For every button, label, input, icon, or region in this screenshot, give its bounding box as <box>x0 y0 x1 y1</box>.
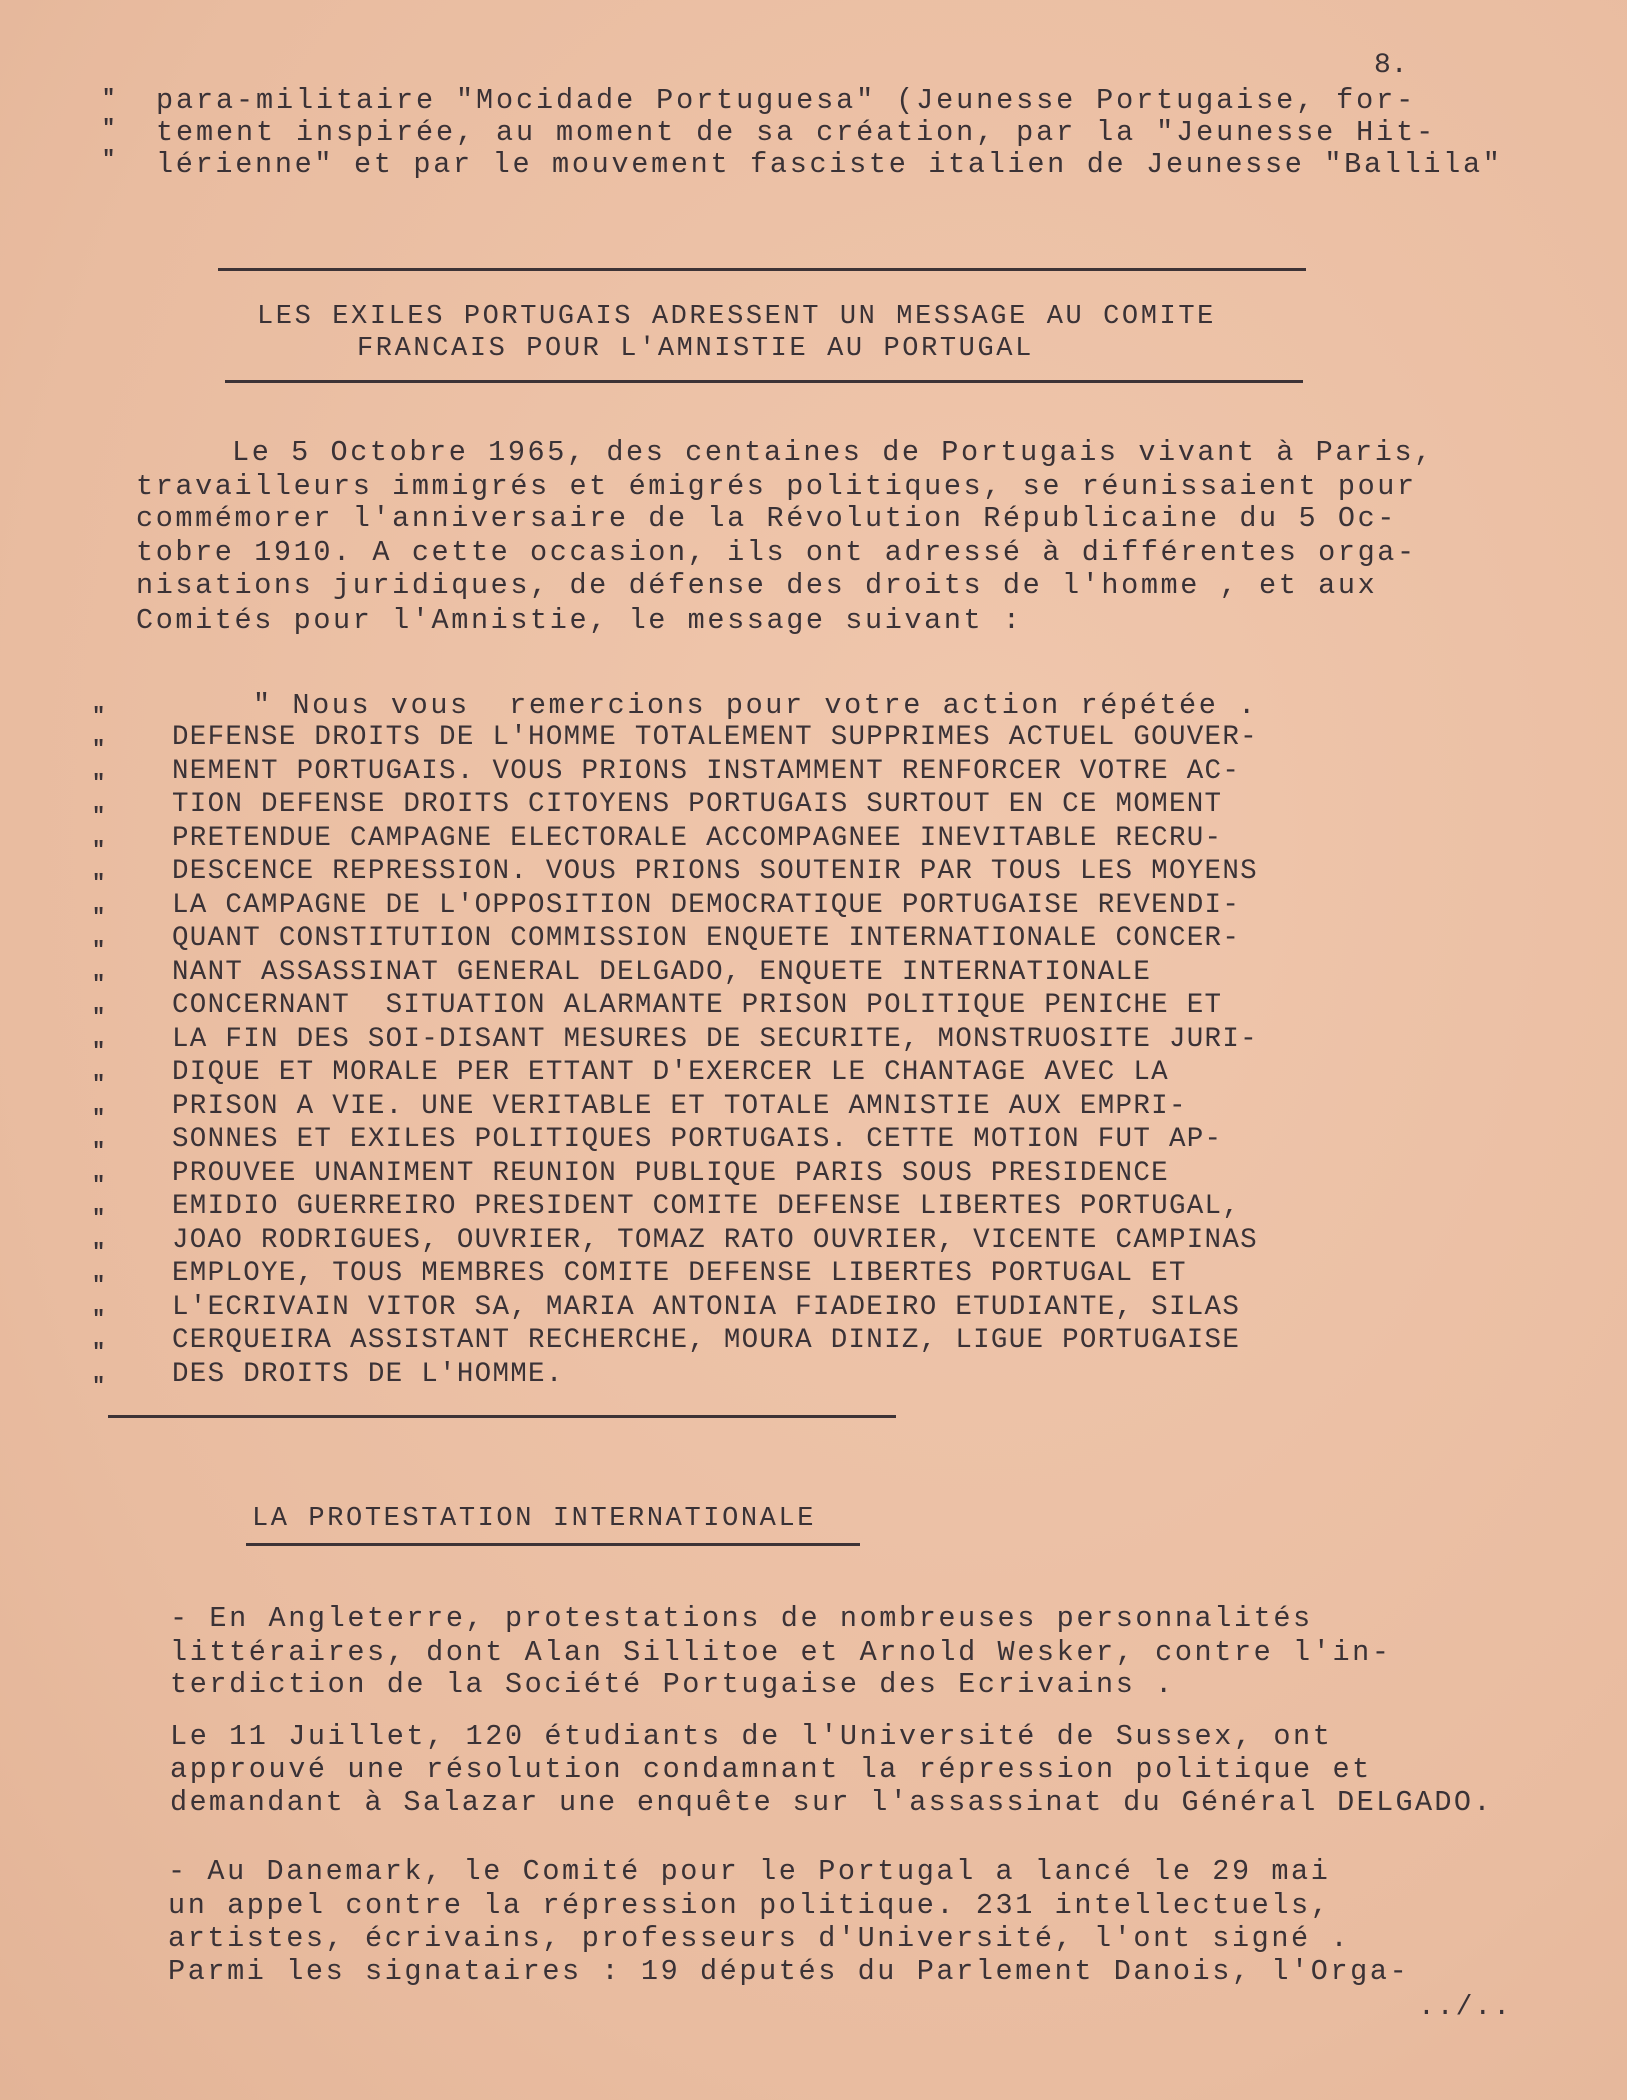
quote-mark: " <box>92 905 106 930</box>
intro-line: travailleurs immigrés et émigrés politiques, se réunissaient pour <box>136 470 1417 503</box>
quote-mark: " <box>92 1374 106 1399</box>
para2-line: demandant à Salazar une enquête sur l'assassinat du Général DELGADO. <box>170 1786 1493 1819</box>
message-line: EMIDIO GUERREIRO PRESIDENT COMITE DEFENSE LIBERTES PORTUGAL, <box>172 1191 1241 1222</box>
message-line: PRETENDUE CAMPAGNE ELECTORALE ACCOMPAGNEE INEVITABLE RECRU- <box>172 823 1223 854</box>
message-line: CONCERNANT SITUATION ALARMANTE PRISON POLITIQUE PENICHE ET <box>172 990 1223 1021</box>
message-line: LA CAMPAGNE DE L'OPPOSITION DEMOCRATIQUE PORTUGAISE REVENDI- <box>172 890 1241 921</box>
quote-mark: " <box>92 972 106 997</box>
quote-mark: " <box>92 771 106 796</box>
para3-line: - Au Danemark, le Comité pour le Portugal a lancé le 29 mai <box>168 1855 1331 1888</box>
message-line: NEMENT PORTUGAIS. VOUS PRIONS INSTAMMENT RENFORCER VOTRE AC- <box>172 756 1241 787</box>
quote-mark: " <box>92 1139 106 1164</box>
top-line-3: lérienne" et par le mouvement fasciste italien de Jeunesse "Ballila" <box>156 148 1503 181</box>
quote-mark: " <box>92 871 106 896</box>
para1-line: - En Angleterre, protestations de nombreuses personnalités <box>170 1602 1313 1635</box>
quote-mark: " <box>92 1173 106 1198</box>
message-line: CERQUEIRA ASSISTANT RECHERCHE, MOURA DINIZ, LIGUE PORTUGAISE <box>172 1325 1241 1356</box>
section1-title-line1: LES EXILES PORTUGAIS ADRESSENT UN MESSAGE AU COMITE <box>257 302 1216 332</box>
message-line: PRISON A VIE. UNE VERITABLE ET TOTALE AMNISTIE AUX EMPRI- <box>172 1091 1187 1122</box>
quote-mark: " <box>92 704 106 729</box>
quote-mark: " <box>92 1206 106 1231</box>
message-line: EMPLOYE, TOUS MEMBRES COMITE DEFENSE LIBERTES PORTUGAL ET <box>172 1258 1187 1289</box>
quote-mark: " <box>92 838 106 863</box>
message-line: JOAO RODRIGUES, OUVRIER, TOMAZ RATO OUVRIER, VICENTE CAMPINAS <box>172 1225 1258 1256</box>
intro-line: tobre 1910. A cette occasion, ils ont adressé à différentes orga- <box>136 536 1417 569</box>
para3-line: artistes, écrivains, professeurs d'Université, l'ont signé . <box>168 1922 1351 1955</box>
message-line: DES DROITS DE L'HOMME. <box>172 1359 564 1390</box>
section2-title-underline <box>246 1543 860 1546</box>
quote-mark: " <box>92 1340 106 1365</box>
quote-mark: " <box>102 116 116 141</box>
intro-line: commémorer l'anniversaire de la Révolution Républicaine du 5 Oc- <box>136 502 1397 535</box>
intro-line: Le 5 Octobre 1965, des centaines de Portugais vivant à Paris, <box>232 436 1434 469</box>
para2-line: Le 11 Juillet, 120 étudiants de l'Université de Sussex, ont <box>170 1720 1333 1753</box>
para3-line: Parmi les signataires : 19 députés du Parlement Danois, l'Orga- <box>168 1955 1410 1988</box>
quote-mark: " <box>92 1273 106 1298</box>
continuation-mark: ../.. <box>1418 1992 1513 2023</box>
intro-line: nisations juridiques, de défense des droits de l'homme , et aux <box>136 569 1378 602</box>
message-line: SONNES ET EXILES POLITIQUES PORTUGAIS. CETTE MOTION FUT AP- <box>172 1124 1223 1155</box>
quote-mark: " <box>92 1106 106 1131</box>
quote-mark: " <box>92 1307 106 1332</box>
quote-mark: " <box>92 1072 106 1097</box>
quote-mark: " <box>92 737 106 762</box>
intro-line: Comités pour l'Amnistie, le message suivant : <box>136 604 1023 637</box>
quote-mark: " <box>92 1039 106 1064</box>
page-number: 8. <box>1374 50 1408 81</box>
message-line: NANT ASSASSINAT GENERAL DELGADO, ENQUETE INTERNATIONALE <box>172 957 1152 988</box>
para1-line: littéraires, dont Alan Sillitoe et Arnold Wesker, contre l'in- <box>170 1636 1392 1669</box>
quote-mark: " <box>102 86 116 111</box>
quote-mark: " <box>102 147 116 172</box>
para2-line: approuvé une résolution condamnant la répression politique et <box>170 1753 1372 1786</box>
quote-mark: " <box>92 1005 106 1030</box>
message-rule <box>108 1415 896 1418</box>
message-line: DEFENSE DROITS DE L'HOMME TOTALEMENT SUPPRIMES ACTUEL GOUVER- <box>172 722 1258 753</box>
para3-line: un appel contre la répression politique. 231 intellectuels, <box>168 1889 1331 1922</box>
message-line: L'ECRIVAIN VITOR SA, MARIA ANTONIA FIADEIRO ETUDIANTE, SILAS <box>172 1292 1241 1323</box>
top-line-2: tement inspirée, au moment de sa création, par la "Jeunesse Hit- <box>156 116 1437 149</box>
quote-mark: " <box>92 938 106 963</box>
title-rule-bottom <box>225 380 1303 383</box>
quote-mark: " <box>92 1240 106 1265</box>
para1-line: terdiction de la Société Portugaise des Ecrivains . <box>170 1668 1175 1701</box>
message-line: " Nous vous remercions pour votre action répétée . <box>253 689 1258 722</box>
message-line: QUANT CONSTITUTION COMMISSION ENQUETE INTERNATIONALE CONCER- <box>172 923 1241 954</box>
message-line: LA FIN DES SOI-DISANT MESURES DE SECURITE, MONSTRUOSITE JURI- <box>172 1024 1258 1055</box>
section2-title: LA PROTESTATION INTERNATIONALE <box>252 1504 817 1534</box>
top-line-1: para-militaire "Mocidade Portuguesa" (Jeunesse Portugaise, for- <box>156 84 1417 117</box>
quote-mark: " <box>92 804 106 829</box>
message-line: DESCENCE REPRESSION. VOUS PRIONS SOUTENIR PAR TOUS LES MOYENS <box>172 856 1258 887</box>
title-rule-top <box>218 268 1306 271</box>
message-line: DIQUE ET MORALE PER ETTANT D'EXERCER LE CHANTAGE AVEC LA <box>172 1057 1169 1088</box>
message-line: TION DEFENSE DROITS CITOYENS PORTUGAIS SURTOUT EN CE MOMENT <box>172 789 1223 820</box>
message-line: PROUVEE UNANIMENT REUNION PUBLIQUE PARIS SOUS PRESIDENCE <box>172 1158 1169 1189</box>
section1-title-line2: FRANCAIS POUR L'AMNISTIE AU PORTUGAL <box>357 334 1034 364</box>
